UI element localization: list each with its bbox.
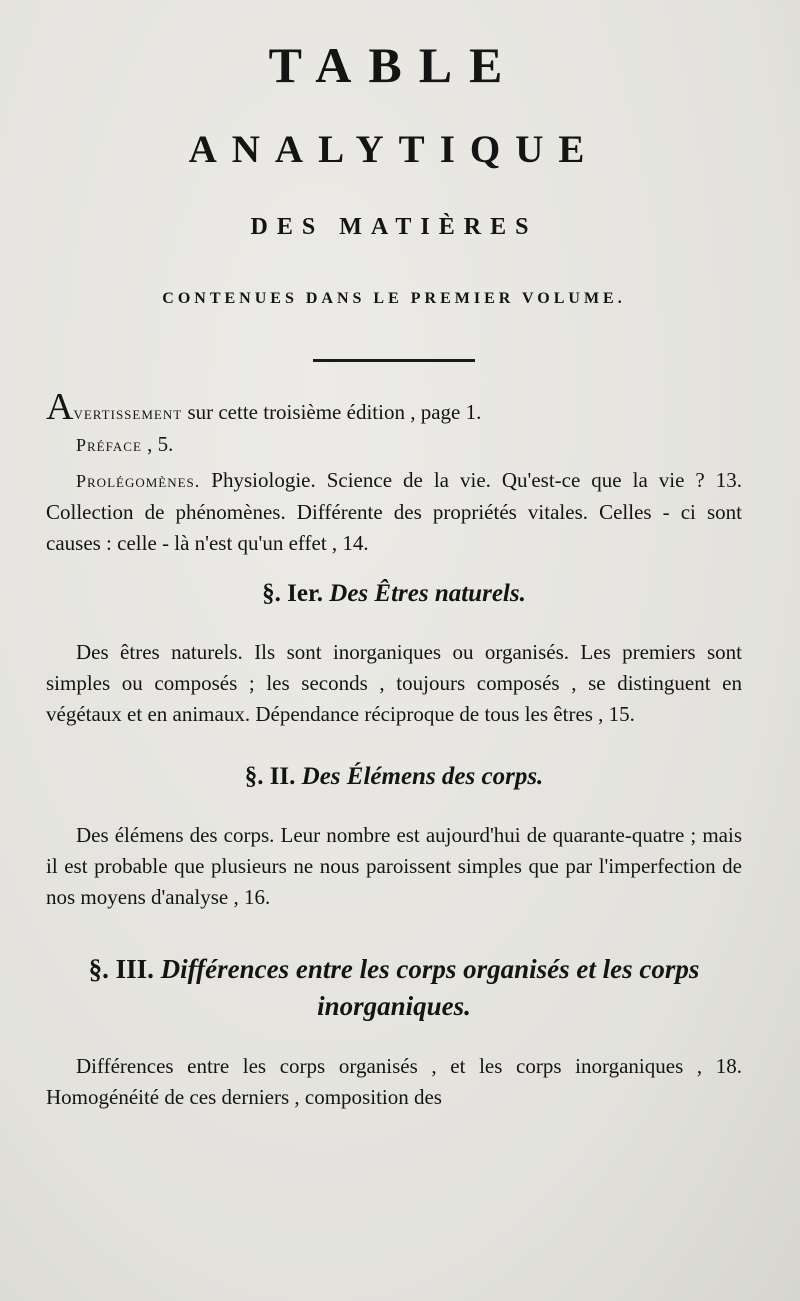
entry-text: sur cette troisième édition , page 1. bbox=[182, 400, 482, 424]
page-title: TABLE bbox=[268, 37, 520, 93]
entry-preface bbox=[46, 429, 742, 461]
section-title: Différences entre les corps organisés et les corps inorganiques. bbox=[160, 954, 700, 1021]
entry-label: Prolégomènes. bbox=[76, 471, 201, 491]
page-subtitle-3: CONTENUES DANS LE PREMIER VOLUME. bbox=[162, 290, 626, 307]
section-heading-3 bbox=[46, 951, 742, 1025]
section-number: §. II. bbox=[244, 763, 296, 790]
section-paragraph-2: Des élémens des corps. Leur nombre est aujourd'hui de quarante-quatre ; mais il est probable que plusieurs ne nous paroissent simples que par l'imperfection de nos moyens d'analyse , 16. bbox=[46, 823, 742, 909]
entry-text: Physiologie. Science de la vie. Qu'est-ce que la vie ? 13. Collection de phénomènes. Différente des propriétés vitales. Celles - ci sont causes : celle - là n'est qu'un effet , 14. bbox=[46, 468, 742, 555]
section-title: Des Élémens des corps. bbox=[301, 763, 544, 790]
entry-label: Préface bbox=[76, 435, 142, 455]
section-title: Des Êtres naturels. bbox=[329, 580, 526, 607]
drop-initial: A bbox=[46, 386, 74, 428]
section-heading-1 bbox=[46, 577, 742, 611]
section-heading-2 bbox=[46, 760, 742, 794]
section-paragraph-3: Différences entre les corps organisés , et les corps inorganiques , 18. Homogénéité de ces derniers , composition des bbox=[46, 1054, 742, 1109]
section-number: §. Ier. bbox=[262, 580, 324, 607]
section-paragraph-1: Des êtres naturels. Ils sont inorganiques ou organisés. Les premiers sont simples ou composés ; les seconds , toujours composés , se distinguent en végétaux et en animaux. Dépendance réciproque de tous les êtres , 15. bbox=[46, 640, 742, 726]
entry-label: vertissement bbox=[73, 403, 183, 423]
section-number: §. III. bbox=[88, 954, 154, 984]
entry-avertissement bbox=[46, 386, 742, 429]
page-subtitle-2: DES MATIÈRES bbox=[250, 214, 538, 240]
page-subtitle: ANALYTIQUE bbox=[188, 128, 600, 171]
entry-text: , 5. bbox=[141, 432, 174, 456]
entry-prolegomenes bbox=[46, 465, 742, 559]
divider-rule bbox=[313, 359, 475, 362]
